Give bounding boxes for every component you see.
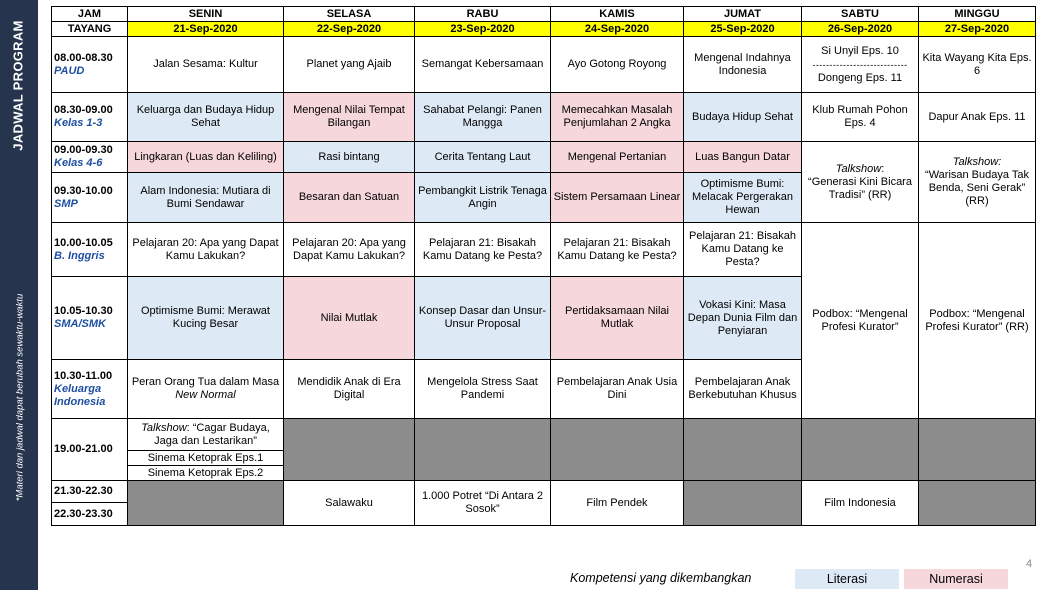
program-cell: Semangat Kebersamaan bbox=[415, 37, 551, 93]
time-cell bbox=[52, 419, 128, 481]
time-label: 08.00-08.30 bbox=[54, 51, 113, 64]
program-cell: Podbox: “Mengenal Profesi Kurator” (RR) bbox=[919, 223, 1036, 419]
header-day: SABTU bbox=[802, 7, 919, 22]
segment-label: Kelas 4-6 bbox=[54, 157, 103, 169]
program-cell: Talkshow: “Generasi Kini Bicara Tradisi” (RR) bbox=[802, 142, 919, 223]
program-cell: Planet yang Ajaib bbox=[284, 37, 415, 93]
segment-label: SMP bbox=[54, 197, 78, 210]
legend-literasi: Literasi bbox=[795, 569, 899, 589]
program-cell bbox=[128, 419, 284, 451]
program-cell: Pembelajaran Anak Usia Dini bbox=[551, 360, 684, 419]
program-cell: Film Indonesia bbox=[802, 481, 919, 526]
header-day: RABU bbox=[415, 7, 551, 22]
time-label: 08.30-09.00 bbox=[54, 104, 113, 116]
program-cell bbox=[802, 37, 919, 93]
time-label: 10.30-11.00 bbox=[54, 369, 113, 382]
program-cell: Pelajaran 21: Bisakah Kamu Datang ke Pesta? bbox=[684, 223, 802, 277]
program-cell: Rasi bintang bbox=[284, 142, 415, 173]
time-cell bbox=[52, 37, 128, 93]
table-row bbox=[52, 223, 1036, 277]
program-label: Talkshow bbox=[141, 421, 187, 434]
program-cell: Pelajaran 21: Bisakah Kamu Datang ke Pesta? bbox=[551, 223, 684, 277]
program-cell: Film Pendek bbox=[551, 481, 684, 526]
program-cell: Luas Bangun Datar bbox=[684, 142, 802, 173]
time-cell bbox=[52, 360, 128, 419]
program-cell: Kita Wayang Kita Eps. 6 bbox=[919, 37, 1036, 93]
program-cell: Podbox: “Mengenal Profesi Kurator” bbox=[802, 223, 919, 419]
sidebar-note: *Materi dan jadwal dapat berubah sewaktu-waktu bbox=[14, 293, 26, 502]
program-cell: Besaran dan Satuan bbox=[284, 173, 415, 223]
program-title: Si Unyil Eps. 10 bbox=[821, 44, 899, 57]
program-cell: Sinema Ketoprak Eps.2 bbox=[128, 466, 284, 481]
time-label: 09.30-10.00 bbox=[54, 184, 113, 197]
program-cell: Keluarga dan Budaya Hidup Sehat bbox=[128, 93, 284, 142]
program-cell: Mengenal Pertanian bbox=[551, 142, 684, 173]
separator-line: ---------------------------- bbox=[812, 59, 908, 70]
header-tayang: TAYANG bbox=[52, 22, 128, 37]
program-cell: Dapur Anak Eps. 11 bbox=[919, 93, 1036, 142]
segment-label: SMA/SMK bbox=[54, 318, 106, 330]
legend-numerasi: Numerasi bbox=[904, 569, 1008, 589]
program-cell: Mengelola Stress Saat Pandemi bbox=[415, 360, 551, 419]
header-date: 26-Sep-2020 bbox=[802, 22, 919, 37]
program-cell: Optimisme Bumi: Merawat Kucing Besar bbox=[128, 277, 284, 360]
program-cell: 1.000 Potret “Di Antara 2 Sosok” bbox=[415, 481, 551, 526]
header-day: SENIN bbox=[128, 7, 284, 22]
header-date: 25-Sep-2020 bbox=[684, 22, 802, 37]
program-cell: Sahabat Pelangi: Panen Mangga bbox=[415, 93, 551, 142]
time-cell bbox=[52, 173, 128, 223]
header-row-days bbox=[52, 7, 1036, 22]
program-cell: Ayo Gotong Royong bbox=[551, 37, 684, 93]
time-label: 22.30-23.30 bbox=[54, 507, 113, 520]
empty-slot bbox=[284, 419, 415, 481]
program-cell: Nilai Mutlak bbox=[284, 277, 415, 360]
legend-caption: Kompetensi yang dikembangkan bbox=[570, 571, 752, 585]
program-cell: Pelajaran 20: Apa yang Dapat Kamu Lakukan? bbox=[284, 223, 415, 277]
empty-slot bbox=[919, 481, 1036, 526]
header-date: 24-Sep-2020 bbox=[551, 22, 684, 37]
program-cell: Klub Rumah Pohon Eps. 4 bbox=[802, 93, 919, 142]
header-day: MINGGU bbox=[919, 7, 1036, 22]
time-label: 10.05-10.30 bbox=[54, 305, 113, 317]
sidebar-title: JADWAL PROGRAM bbox=[10, 20, 26, 151]
program-cell: Budaya Hidup Sehat bbox=[684, 93, 802, 142]
program-cell: Konsep Dasar dan Unsur-Unsur Proposal bbox=[415, 277, 551, 360]
schedule-table bbox=[51, 6, 1036, 526]
program-cell: Vokasi Kini: Masa Depan Dunia Film dan Penyiaran bbox=[684, 277, 802, 360]
time-label: 19.00-21.00 bbox=[54, 443, 113, 455]
program-cell: Pembangkit Listrik Tenaga Angin bbox=[415, 173, 551, 223]
header-date: 23-Sep-2020 bbox=[415, 22, 551, 37]
time-label: 09.00-09.30 bbox=[54, 144, 113, 156]
program-cell: Mendidik Anak di Era Digital bbox=[284, 360, 415, 419]
program-title: : “Cagar Budaya, Jaga dan Lestarikan” bbox=[154, 421, 270, 447]
segment-label: PAUD bbox=[54, 64, 85, 77]
header-date: 21-Sep-2020 bbox=[128, 22, 284, 37]
program-title: Peran Orang Tua dalam Masa bbox=[131, 376, 280, 388]
program-cell: Mengenal Nilai Tempat Bilangan bbox=[284, 93, 415, 142]
segment-label: Kelas 1-3 bbox=[54, 117, 103, 129]
header-day: SELASA bbox=[284, 7, 415, 22]
program-cell: Optimisme Bumi: Melacak Pergerakan Hewan bbox=[684, 173, 802, 223]
segment-label: B. Inggris bbox=[54, 249, 105, 262]
table-row bbox=[52, 419, 1036, 451]
program-title: “Generasi Kini Bicara Tradisi” (RR) bbox=[808, 175, 912, 201]
program-cell bbox=[551, 93, 684, 142]
program-cell: Salawaku bbox=[284, 481, 415, 526]
program-cell: Pelajaran 20: Apa yang Dapat Kamu Lakukan? bbox=[128, 223, 284, 277]
time-cell bbox=[52, 223, 128, 277]
program-title-emphasis: New Normal bbox=[175, 389, 236, 401]
program-cell: Pertidaksamaan Nilai Mutlak bbox=[551, 277, 684, 360]
program-title: Memecahkan Masalah Penjumlahan 2 Angka bbox=[561, 104, 673, 129]
program-cell: Pembelajaran Anak Berkebutuhan Khusus bbox=[684, 360, 802, 419]
time-label: 10.00-10.05 bbox=[54, 236, 113, 249]
page-number: 4 bbox=[1026, 558, 1033, 570]
empty-slot bbox=[415, 419, 551, 481]
time-cell bbox=[52, 277, 128, 360]
header-jam: JAM bbox=[52, 7, 128, 22]
header-date: 27-Sep-2020 bbox=[919, 22, 1036, 37]
program-label: Talkshow: bbox=[952, 156, 1002, 168]
program-cell: Lingkaran (Luas dan Keliling) bbox=[128, 142, 284, 173]
program-title: Dongeng Eps. 11 bbox=[817, 71, 903, 84]
program-cell: Mengenal Indahnya Indonesia bbox=[684, 37, 802, 93]
time-cell bbox=[52, 503, 128, 526]
empty-slot bbox=[128, 481, 284, 526]
table-row bbox=[52, 142, 1036, 173]
empty-slot bbox=[551, 419, 684, 481]
program-cell: Sistem Persamaan Linear bbox=[551, 173, 684, 223]
table-row bbox=[52, 481, 1036, 503]
empty-slot bbox=[802, 419, 919, 481]
empty-slot bbox=[684, 481, 802, 526]
program-cell: Cerita Tentang Laut bbox=[415, 142, 551, 173]
time-cell bbox=[52, 142, 128, 173]
empty-slot bbox=[684, 419, 802, 481]
segment-label: Keluarga Indonesia bbox=[54, 382, 106, 408]
header-date: 22-Sep-2020 bbox=[284, 22, 415, 37]
program-title: “Warisan Budaya Tak Benda, Seni Gerak” (RR) bbox=[925, 169, 1029, 207]
program-label: Talkshow bbox=[835, 162, 882, 175]
empty-slot bbox=[919, 419, 1036, 481]
time-cell bbox=[52, 481, 128, 503]
program-cell bbox=[919, 142, 1036, 223]
program-cell bbox=[128, 360, 284, 419]
program-cell: Alam Indonesia: Mutiara di Bumi Sendawar bbox=[128, 173, 284, 223]
header-row-dates bbox=[52, 22, 1036, 37]
sidebar bbox=[0, 0, 38, 590]
time-label: 21.30-22.30 bbox=[54, 485, 113, 497]
program-cell: Pelajaran 21: Bisakah Kamu Datang ke Pesta? bbox=[415, 223, 551, 277]
time-cell bbox=[52, 93, 128, 142]
table-row bbox=[52, 37, 1036, 93]
header-day: JUMAT bbox=[684, 7, 802, 22]
header-day: KAMIS bbox=[551, 7, 684, 22]
program-cell: Jalan Sesama: Kultur bbox=[128, 37, 284, 93]
table-row bbox=[52, 93, 1036, 142]
program-cell: Sinema Ketoprak Eps.1 bbox=[128, 451, 284, 466]
